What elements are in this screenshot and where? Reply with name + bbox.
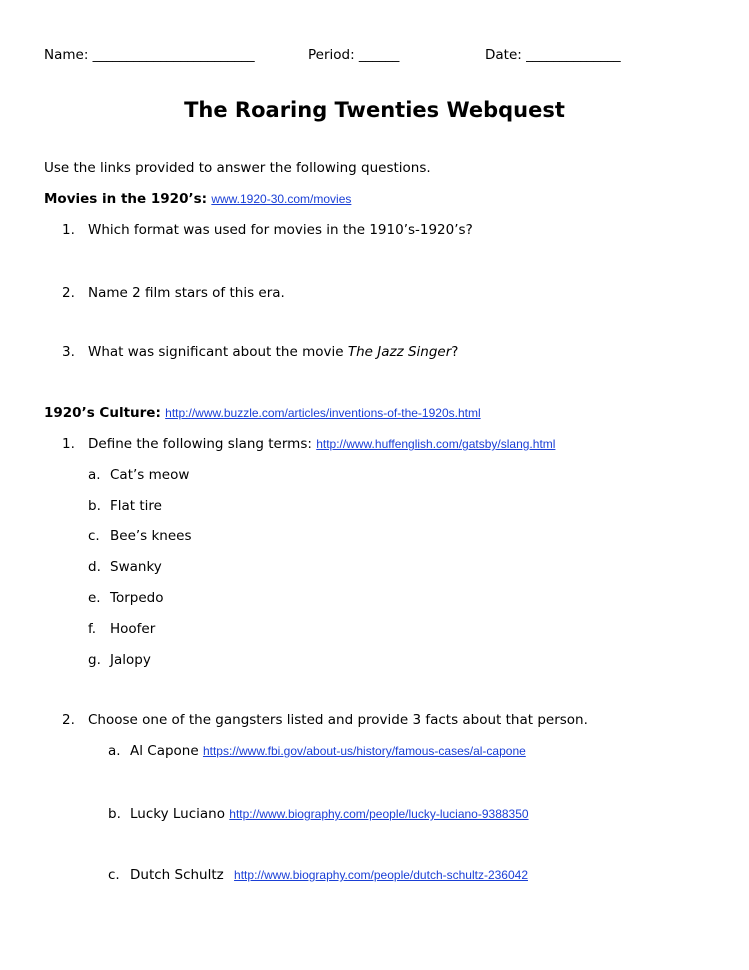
movies-question-3 — [62, 344, 458, 360]
slang-term-e — [88, 590, 163, 606]
slang-term-b — [88, 498, 162, 514]
gangster-a — [108, 743, 526, 759]
section-culture-heading: 1920’s Culture: — [44, 405, 161, 421]
question-text: Name 2 film stars of this era. — [88, 285, 285, 301]
gangster-letter: b. — [108, 806, 121, 822]
slang-term-d — [88, 559, 162, 575]
movies-link[interactable]: www.1920-30.com/movies — [211, 192, 352, 206]
name-field-label: Name: ________________________ — [44, 47, 255, 63]
slang-term-f — [88, 621, 155, 637]
slang-term-c — [88, 528, 192, 544]
section-movies — [44, 191, 351, 207]
section-culture — [44, 405, 481, 421]
term-letter: a. — [88, 467, 101, 483]
term-text: Swanky — [110, 559, 162, 575]
slang-term-g — [88, 652, 151, 668]
gangster-name: Lucky Luciano — [130, 806, 225, 822]
term-text: Hoofer — [110, 621, 156, 637]
gangster-c — [108, 867, 528, 883]
question-number: 2. — [62, 285, 75, 301]
question-text-end: ? — [451, 344, 459, 360]
culture-link[interactable]: http://www.buzzle.com/articles/inventions-of-the-1920s.html — [165, 406, 481, 420]
question-number: 2. — [62, 712, 75, 728]
movies-question-2 — [62, 285, 285, 301]
gangster-letter: c. — [108, 867, 120, 883]
term-letter: g. — [88, 652, 101, 668]
question-number: 1. — [62, 436, 75, 452]
slang-link[interactable]: http://www.huffenglish.com/gatsby/slang.html — [316, 437, 556, 451]
gangster-letter: a. — [108, 743, 121, 759]
gangster-name: Al Capone — [130, 743, 199, 759]
period-field-label: Period: ______ — [308, 47, 400, 63]
gangster-link-capone[interactable]: https://www.fbi.gov/about-us/history/famous-cases/al-capone — [202, 744, 526, 758]
section-movies-heading: Movies in the 1920’s: — [44, 191, 208, 207]
question-number: 3. — [62, 344, 75, 360]
question-text: Define the following slang terms: — [88, 436, 312, 452]
question-text: Choose one of the gangsters listed and provide 3 facts about that person. — [88, 712, 588, 728]
page-title: The Roaring Twenties Webquest — [184, 98, 565, 122]
question-number: 1. — [62, 222, 75, 238]
term-text: Bee’s knees — [110, 528, 192, 544]
term-letter: e. — [88, 590, 101, 606]
term-letter: f. — [88, 621, 97, 637]
culture-question-1 — [62, 436, 555, 452]
term-text: Jalopy — [110, 652, 151, 668]
question-italic-title: The Jazz Singer — [347, 344, 452, 360]
question-text: Which format was used for movies in the 1910’s-1920’s? — [88, 222, 473, 238]
gangster-name: Dutch Schultz — [130, 867, 224, 883]
gangster-link-luciano[interactable]: http://www.biography.com/people/lucky-luciano-9388350 — [229, 807, 529, 821]
term-text: Flat tire — [110, 498, 162, 514]
term-letter: c. — [88, 528, 100, 544]
gangster-link-schultz[interactable]: http://www.biography.com/people/dutch-schultz-236042 — [234, 868, 528, 882]
gangster-b — [108, 806, 529, 822]
term-letter: b. — [88, 498, 101, 514]
term-text: Torpedo — [110, 590, 164, 606]
intro-text: Use the links provided to answer the following questions. — [44, 160, 431, 176]
culture-question-2 — [62, 712, 588, 728]
movies-question-1 — [62, 222, 473, 238]
question-text: What was significant about the movie — [88, 344, 348, 360]
date-field-label: Date: ______________ — [485, 47, 621, 63]
term-letter: d. — [88, 559, 101, 575]
slang-term-a — [88, 467, 189, 483]
term-text: Cat’s meow — [110, 467, 190, 483]
